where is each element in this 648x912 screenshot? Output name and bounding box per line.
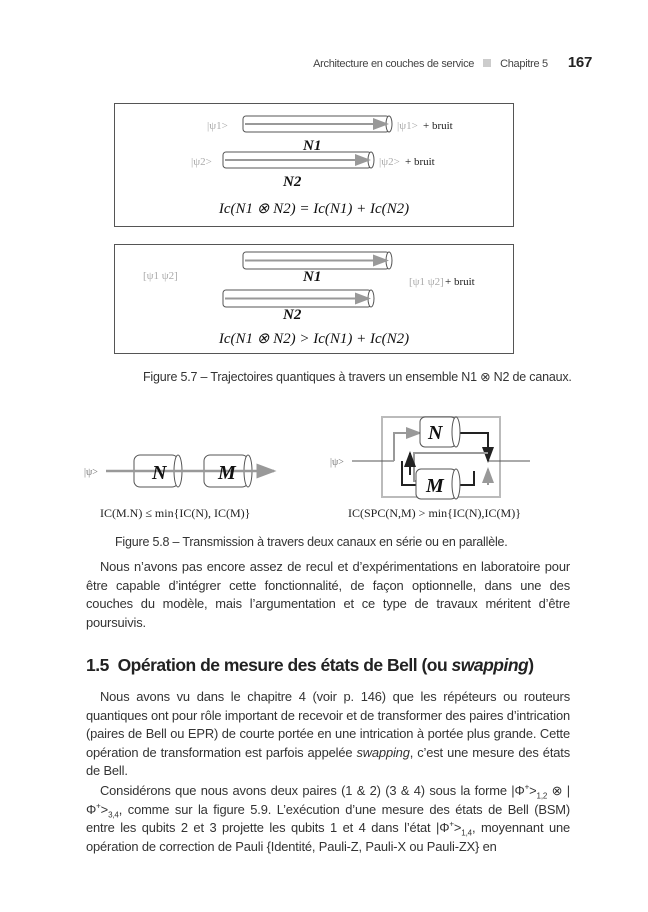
noise-label: + bruit <box>405 156 435 168</box>
page-number: 167 <box>567 54 592 71</box>
sup: + <box>449 819 454 829</box>
running-header <box>313 54 592 71</box>
section-title-italic: swapping <box>451 655 529 675</box>
channel-m-label: M <box>426 475 444 497</box>
parallel-input: |ψ> <box>330 457 344 468</box>
text: , c’est une mesure des états de Bell. <box>86 744 570 779</box>
input-state: [ψ1 ψ2] <box>143 270 178 282</box>
text: Considérons que nous avons deux paires (1 & 2) (3 & 4) sous la forme |Φ <box>100 783 525 798</box>
channel-n2 <box>223 290 374 307</box>
sub: 3,4 <box>108 810 119 820</box>
n1-label: N1 <box>303 269 322 285</box>
running-title: Architecture en couches de service <box>313 58 475 70</box>
series-equation: IC(M.N) ≤ min{IC(N), IC(M)} <box>100 506 251 520</box>
psi2-input: |ψ2> <box>191 156 212 168</box>
channel-n1 <box>243 116 392 132</box>
sub: 1,2 <box>536 791 548 801</box>
text: > <box>100 801 109 817</box>
section-title-end: ) <box>528 655 534 675</box>
sub: 1,4 <box>461 828 472 838</box>
sup: + <box>524 782 530 792</box>
channel-m-label: M <box>218 462 236 484</box>
series-diagram <box>84 455 274 520</box>
parallel-equation: IC(SPC(N,M) > min{IC(N),IC(M)} <box>348 506 521 520</box>
n2-label: N2 <box>283 174 302 190</box>
figure-5-7-panel-2 <box>114 244 514 354</box>
channel-n2 <box>223 152 374 168</box>
separator-square <box>483 59 491 67</box>
parallel-channels-diagram <box>115 104 513 226</box>
paragraph <box>86 782 570 856</box>
chapter-label: Chapitre 5 <box>500 58 548 70</box>
paragraph <box>86 688 570 781</box>
parallel-diagram <box>330 417 530 520</box>
psi2-output: |ψ2> <box>379 156 400 168</box>
n2-label: N2 <box>283 307 302 323</box>
figure-5-7-panel-1 <box>114 103 514 227</box>
n1-label: N1 <box>303 138 322 154</box>
channel-n1 <box>243 252 392 269</box>
equation: Ic(N1 ⊗ N2) = Ic(N1) + Ic(N2) <box>218 201 410 217</box>
channel-n-label: N <box>152 462 167 484</box>
section-title: Opération de mesure des états de Bell (ou <box>117 655 452 675</box>
equation: Ic(N1 ⊗ N2) > Ic(N1) + Ic(N2) <box>218 331 410 347</box>
noise-label: + bruit <box>445 276 475 288</box>
noise-label: + bruit <box>423 120 453 132</box>
text: > <box>529 783 537 798</box>
output-state: [ψ1 ψ2] <box>409 276 444 288</box>
paragraph: Nous n’avons pas encore assez de recul et d’expérimentations en laboratoire pour être capable d’intégrer cette fonctionnalité, de façon optionnelle, dans une des couches du modèle, mais l’argumentation et ce type de travaux méritent d’être poursuivis. <box>86 559 570 630</box>
sup: + <box>96 801 101 811</box>
entangled-channels-diagram <box>115 245 513 353</box>
text: , comme sur la figure 5.9. L’exécution d’une mesure des états de Bell (BSM) entre les qubits 2 et 3 projette les qubits 1 et 4 dans l’état |Φ <box>86 801 570 836</box>
channel-n-label: N <box>428 422 443 444</box>
figure-5-8 <box>70 405 570 525</box>
italic-term: swapping <box>356 744 410 760</box>
figure-5-8-caption: Figure 5.8 – Transmission à travers deux canaux en série ou en parallèle. <box>115 535 508 549</box>
text: Nous avons vu dans le chapitre 4 (voir p. 146) que les répéteurs ou routeurs quantiques ont pour rôle important de recevoir et de transformer des paires d’intrication (paires de Bell ou EPR) de courte portée en une intrication à portée plus grande. Cette opération de transformation est parfois appelée <box>86 689 570 760</box>
psi1-output: |ψ1> <box>397 120 418 132</box>
series-input: |ψ> <box>84 467 98 478</box>
text: , moyennant une opération de correction de Pauli {Identité, Pauli-Z, Pauli-X ou Pauli-ZX} en <box>86 820 570 854</box>
section-number: 1.5 <box>86 655 109 675</box>
psi1-input: |ψ1> <box>207 120 228 132</box>
figure-5-7-caption: Figure 5.7 – Trajectoires quantiques à travers un ensemble N1 ⊗ N2 de canaux. <box>143 370 572 384</box>
section-heading <box>86 655 534 676</box>
text: > <box>453 820 462 836</box>
text: ⊗ |Φ <box>86 783 570 817</box>
